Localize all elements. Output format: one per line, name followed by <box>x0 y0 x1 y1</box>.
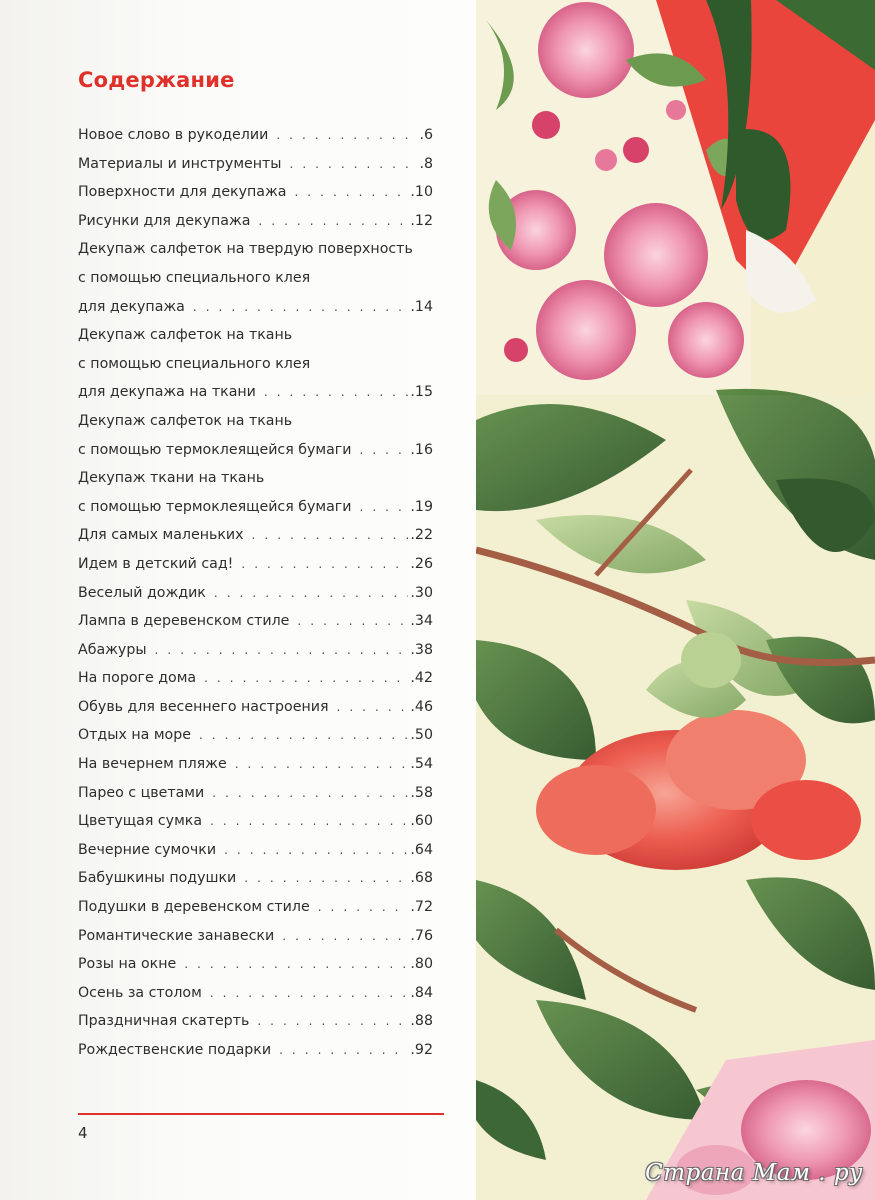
toc-line <box>78 207 433 236</box>
toc-entry-title: для декупажа на ткани <box>78 384 256 401</box>
dot-leader <box>297 607 408 636</box>
toc-entry <box>78 521 433 550</box>
toc-page-number: .80 <box>410 956 433 973</box>
toc-entry-title: Новое слово в рукоделии <box>78 127 269 143</box>
floral-napkin-photo <box>476 0 875 1200</box>
dot-leader <box>210 807 408 836</box>
toc-entry <box>78 150 433 179</box>
toc-entry <box>78 1007 433 1036</box>
toc-line <box>78 607 433 636</box>
dot-leader <box>279 1036 408 1065</box>
toc-entry <box>78 922 433 951</box>
toc-line <box>78 864 433 893</box>
toc-line <box>78 293 433 322</box>
dot-leader <box>155 636 409 665</box>
toc-entry-title: Вечерние сумочки <box>78 841 217 858</box>
toc-entry-title: Для самых маленьких <box>78 527 244 544</box>
toc-entry-title: Абажуры <box>78 641 147 658</box>
toc-entry <box>78 721 433 750</box>
toc-line <box>78 693 433 722</box>
toc-line <box>78 378 433 407</box>
dot-leader <box>214 579 409 608</box>
dot-leader <box>199 721 408 750</box>
toc-page-number: .8 <box>419 155 433 172</box>
toc-entry <box>78 864 433 893</box>
toc-entry <box>78 779 433 808</box>
toc-line <box>78 750 433 779</box>
toc-entry-title: Поверхности для декупажа <box>78 184 287 201</box>
toc-entry-title: Материалы и инструменты <box>78 155 282 172</box>
toc-entry-title: Рождественские подарки <box>78 1042 272 1058</box>
toc-page-number: .72 <box>410 899 433 916</box>
toc-entry <box>78 607 433 636</box>
toc-page-number: .30 <box>410 584 433 601</box>
toc-line <box>78 636 433 665</box>
dot-leader <box>252 521 409 550</box>
toc-entry <box>78 693 433 722</box>
dot-leader <box>258 207 408 236</box>
dot-leader <box>212 779 408 808</box>
toc-entry-title: Обувь для весеннего настроения <box>78 698 329 715</box>
dot-leader <box>244 864 408 893</box>
dot-leader <box>276 121 417 150</box>
toc-line: Декупаж салфеток на твердую поверхность <box>78 241 413 258</box>
toc-entry <box>78 579 433 608</box>
toc-page-number: .76 <box>410 927 433 944</box>
toc-line <box>78 1036 433 1065</box>
toc-entry <box>78 750 433 779</box>
toc-entry <box>78 550 433 579</box>
dot-leader <box>224 836 408 865</box>
toc-page-number: .46 <box>410 698 433 715</box>
toc-entry-title: На пороге дома <box>78 670 197 687</box>
dot-leader <box>235 750 409 779</box>
toc-line <box>78 893 433 922</box>
toc-line <box>78 979 433 1008</box>
toc-page-number: .34 <box>410 613 433 630</box>
toc-entry <box>78 1036 433 1065</box>
dot-leader <box>210 979 409 1008</box>
toc-entry-title: Розы на окне <box>78 956 177 973</box>
toc-entry <box>78 979 433 1008</box>
toc-line <box>78 721 433 750</box>
toc-line <box>78 550 433 579</box>
dot-leader <box>359 493 408 522</box>
toc-line: Декупаж салфеток на ткань <box>78 412 293 429</box>
table-of-contents <box>78 121 433 1065</box>
dot-leader <box>204 664 408 693</box>
toc-entry-title: Веселый дождик <box>78 584 206 601</box>
footer-rule <box>78 1113 444 1115</box>
page-title: Содержание <box>78 68 235 92</box>
toc-page-number: .16 <box>410 441 433 458</box>
toc-entry-title: Подушки в деревенском стиле <box>78 899 310 916</box>
toc-page-number: .38 <box>410 641 433 658</box>
toc-line <box>78 1007 433 1036</box>
toc-page-number: .26 <box>410 555 433 572</box>
toc-entry <box>78 664 433 693</box>
toc-entry-title: для декупажа <box>78 298 185 315</box>
toc-page-number: .58 <box>410 784 433 801</box>
toc-entry <box>78 407 433 464</box>
toc-page-number: .60 <box>410 813 433 830</box>
toc-line <box>78 436 433 465</box>
dot-leader <box>264 378 409 407</box>
toc-entry-title: Парео с цветами <box>78 784 205 801</box>
toc-line <box>78 836 433 865</box>
toc-line <box>78 521 433 550</box>
toc-page-number: .42 <box>410 670 433 687</box>
toc-line <box>78 807 433 836</box>
toc-page-number: .68 <box>410 870 433 887</box>
toc-entry-title: На вечернем пляже <box>78 756 227 773</box>
toc-entry-title: Идем в детский сад! <box>78 555 234 572</box>
toc-entry-title: Осень за столом <box>78 984 202 1001</box>
page-number: 4 <box>78 1124 88 1142</box>
toc-page-number: .15 <box>410 384 433 401</box>
toc-page-number: .10 <box>410 184 433 201</box>
dot-leader <box>257 1007 408 1036</box>
toc-entry <box>78 836 433 865</box>
toc-line: Декупаж ткани на ткань <box>78 470 265 487</box>
toc-page-number: .54 <box>410 756 433 773</box>
toc-line: Декупаж салфеток на ткань <box>78 327 293 344</box>
toc-entry <box>78 207 433 236</box>
toc-entry <box>78 807 433 836</box>
toc-line <box>78 779 433 808</box>
toc-entry-title: Праздничная скатерть <box>78 1013 250 1030</box>
toc-page-number: .84 <box>410 984 433 1001</box>
dot-leader <box>318 893 409 922</box>
toc-page-number: .50 <box>410 727 433 744</box>
toc-line <box>78 178 433 207</box>
toc-entry <box>78 950 433 979</box>
toc-line <box>78 922 433 951</box>
toc-page-number: .14 <box>410 298 433 315</box>
toc-entry <box>78 636 433 665</box>
toc-entry <box>78 321 433 407</box>
toc-line <box>78 664 433 693</box>
toc-entry <box>78 893 433 922</box>
dot-leader <box>359 436 408 465</box>
toc-entry-title: Отдых на море <box>78 727 191 744</box>
dot-leader <box>294 178 408 207</box>
toc-page-number: .92 <box>410 1042 433 1058</box>
toc-page-number: .22 <box>410 527 433 544</box>
toc-entry <box>78 235 433 321</box>
dot-leader <box>184 950 408 979</box>
toc-line <box>78 150 433 179</box>
watermark: Страна Мам . ру <box>645 1160 863 1186</box>
toc-line <box>78 493 433 522</box>
toc-entry-title: Цветущая сумка <box>78 813 203 830</box>
toc-page-number: .6 <box>419 127 433 143</box>
toc-line <box>78 121 433 150</box>
dot-leader <box>241 550 408 579</box>
toc-line: с помощью специального клея <box>78 355 311 372</box>
dot-leader <box>290 150 418 179</box>
toc-page-number: .64 <box>410 841 433 858</box>
floral-photo-illustration <box>476 0 875 1200</box>
toc-page-number: .88 <box>410 1013 433 1030</box>
toc-entry-title: Рисунки для декупажа <box>78 212 251 229</box>
toc-page-number: .12 <box>410 212 433 229</box>
toc-line <box>78 950 433 979</box>
toc-line: с помощью специального клея <box>78 269 311 286</box>
toc-entry <box>78 121 433 150</box>
toc-entry-title: Лампа в деревенском стиле <box>78 613 290 630</box>
toc-entry <box>78 178 433 207</box>
toc-entry-title: с помощью термоклеящейся бумаги <box>78 441 352 458</box>
toc-page-number: .19 <box>410 498 433 515</box>
toc-entry-title: с помощью термоклеящейся бумаги <box>78 498 352 515</box>
toc-entry <box>78 464 433 521</box>
dot-leader <box>193 293 409 322</box>
toc-line <box>78 579 433 608</box>
dot-leader <box>337 693 409 722</box>
dot-leader <box>282 922 408 951</box>
toc-entry-title: Бабушкины подушки <box>78 870 237 887</box>
toc-entry-title: Романтические занавески <box>78 927 275 944</box>
